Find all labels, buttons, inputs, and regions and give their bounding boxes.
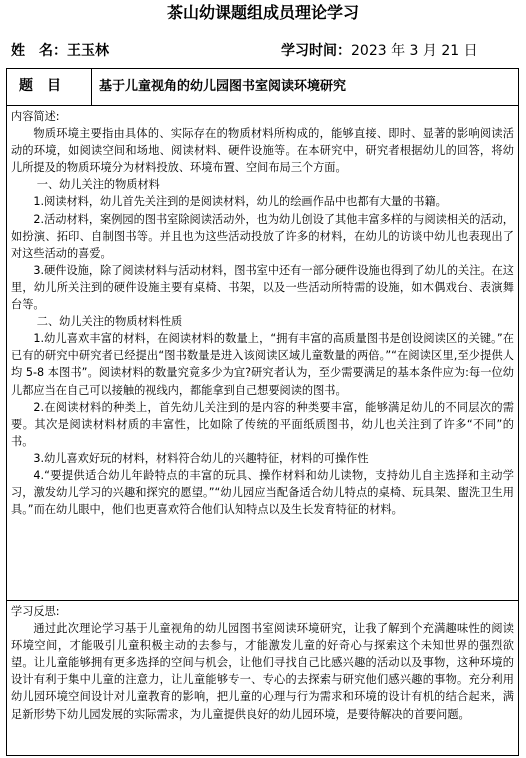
content-section [11, 108, 514, 518]
content-paragraph: 2.在阅读材料的种类上，首先幼儿关注到的是内容的种类要丰富，能够满足幼儿的不同层次的需要。其次是阅读材料材质的丰富性，比如除了传统的平面纸质图书，幼儿也关注到了许多“不同”的书。 [11, 400, 514, 448]
section-heading: 二、幼儿关注的物质材料性质 [36, 315, 183, 329]
content-label: 内容简述: [11, 110, 60, 123]
time-row [281, 42, 478, 60]
content-paragraph: 3.幼儿喜欢好玩的材料，材料符合幼儿的兴趣特征，材料的可操作性 [33, 451, 369, 465]
content-paragraph: 3.硬件设施，除了阅读材料与活动材料，图书室中还有一部分硬件设施也得到了幼儿的关注。在这里，幼儿所关注到的硬件设施主要有桌椅、书架，以及一些活动所特需的设施，如木偶戏台、表演舞台等。 [11, 263, 514, 312]
row-divider [7, 105, 518, 106]
section-heading: 一、幼儿关注的物质材料 [36, 178, 160, 192]
subject-title: 基于儿童视角的幼儿园图书室阅读环境研究 [99, 79, 347, 94]
content-paragraph: 物质环境主要指由具体的、实际存在的物质材料所构成的，能够直接、即时、显著的影响阅读活动的环境，如阅读空间和场地、阅读材料、硬件设施等。在本研究中，研究者根据幼儿的回答，将幼儿所提及的物质环境分为材料投放、环境布置、空间布局三个方面。 [11, 127, 514, 175]
reflection-label: 学习反思: [11, 605, 60, 618]
time-value: 2023 年 3 月 21 日 [351, 43, 478, 59]
time-label: 学习时间： [281, 43, 351, 59]
content-paragraph: 1.幼儿喜欢丰富的材料，在阅读材料的数量上，“拥有丰富的高质量图书是创设阅读区的关键。”在已有的研究中研究者已经提出“图书数量是进入该阅读区域儿童数量的两倍。”“在阅读区里,至少提供人均 5-8 本图书”。阅读材料的数量究竟多少为宜?研究者认为，至少需要满足的基本条件应为:每一位幼儿都应当在自己可以接触的视线内，都能拿到自己想要阅读的图书。 [11, 332, 514, 397]
subject-divider [91, 69, 92, 105]
reflection-section [11, 603, 514, 723]
reflection-paragraph: 通过此次理论学习基于儿童视角的幼儿园图书室阅读环境研究，让我了解到个充满趣味性的阅读环境空间，才能吸引儿童积极主动的去参与，才能激发儿童的好奇心与探索这个未知世界的强烈欲望。让儿童能够拥有更多选择的空间与机会，让他们寻找自己比感兴趣的活动以及事物，这种环境的设计有利于集中儿童的注意力，让儿童能够专一、专心的去探索与研究他们感兴趣的事物。充分利用幼儿园环境空间设计对儿童教育的影响，把儿童的心理与行为需求和环境的设计有机的结合起来，满足新形势下幼儿园发展的实际需求，为儿童提供良好的幼儿园环境，是要待解决的首要问题。 [11, 622, 514, 721]
document-title: 茶山幼课题组成员理论学习 [166, 3, 359, 22]
name-row [11, 42, 109, 60]
row-divider [7, 600, 518, 601]
name-value: 王玉林 [67, 43, 109, 59]
content-paragraph: 1.阅读材料，幼儿首先关注到的是阅读材料，幼儿的绘画作品中也都有大量的书籍。 [33, 195, 447, 209]
content-paragraph: 2.活动材料，案例园的图书室除阅读活动外，也为幼儿创设了其他丰富多样的与阅读相关的活动，如扮演、拓印、自制图书等。并且也为这些活动投放了许多的材料，在幼儿的访谈中幼儿也表现出了对这些活动的喜爱。 [11, 212, 514, 260]
name-label: 姓 名： [11, 43, 67, 59]
content-paragraph: 4.“要提供适合幼儿年龄特点的丰富的玩具、操作材料和幼儿读物，支持幼儿自主选择和主动学习，激发幼儿学习的兴趣和探究的愿望。”“幼儿园应当配备适合幼儿特点的桌椅、玩具架、盥洗卫生用具。”而在幼儿眼中，他们也更喜欢符合他们认知特点以及生长发育特征的材料。 [11, 468, 514, 517]
subject-label: 题目 [19, 78, 75, 94]
record-table [6, 68, 519, 756]
